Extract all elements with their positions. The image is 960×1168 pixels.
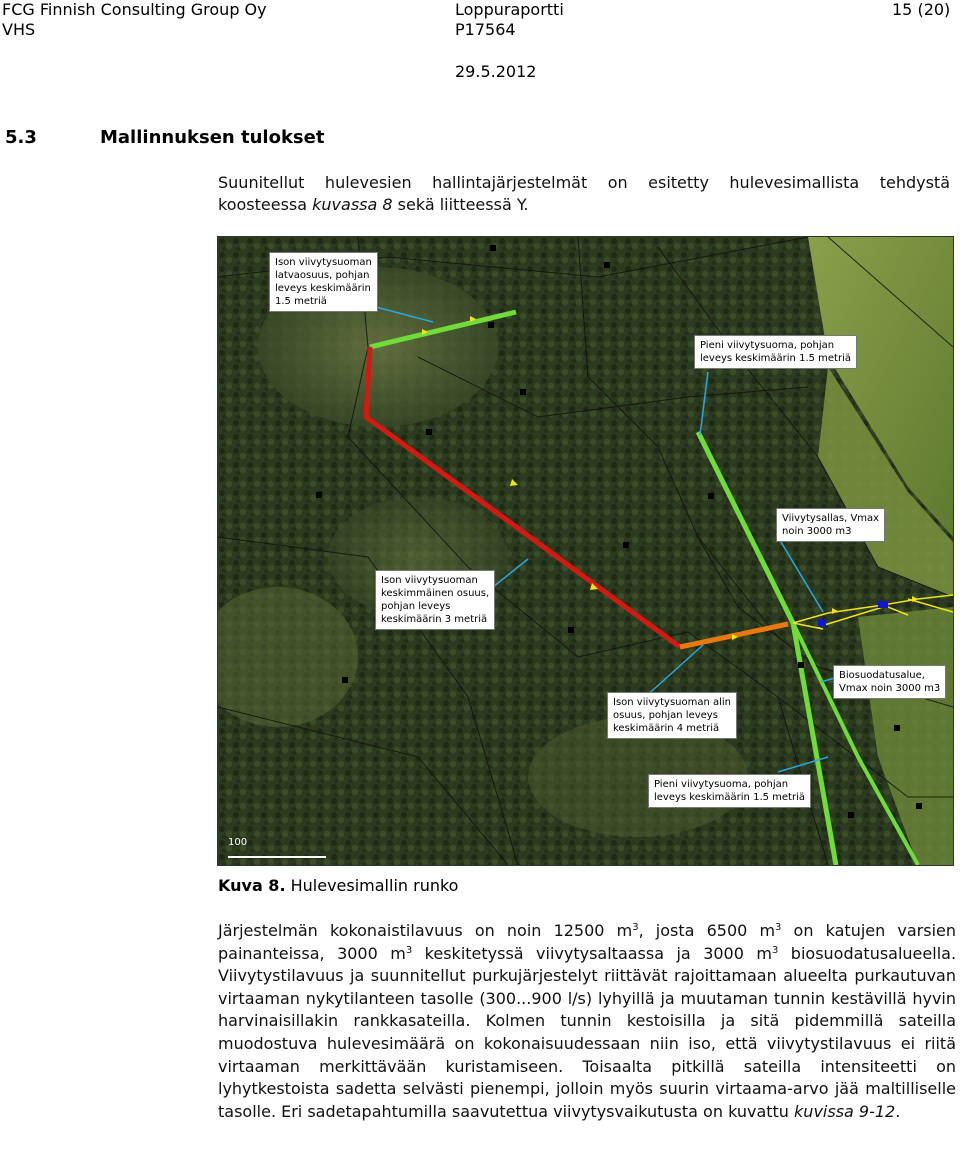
document-date: 29.5.2012 — [455, 62, 537, 81]
body-paragraph — [218, 920, 956, 1123]
intro-text-end: sekä liitteessä Y. — [392, 195, 529, 214]
superscript: 3 — [771, 944, 779, 956]
callout-biofilter: Biosuodatusalue, Vmax noin 3000 m3 — [833, 665, 946, 699]
intro-text: Suunitellut hulevesien hallintajärjestelmät on esitetty hulevesimallista tehdystä koosteessa — [218, 173, 950, 214]
body-text: Järjestelmän kokonaistilavuus on noin 12500 m — [218, 921, 633, 940]
callout-small-channel-south: Pieni viivytysuoma, pohjan leveys keskimäärin 1.5 metriä — [648, 774, 811, 808]
header-left — [2, 0, 267, 40]
section-number: 5.3 — [5, 127, 37, 148]
aerial-map-figure — [217, 236, 954, 866]
header-right — [892, 0, 950, 20]
retention-basin-marker — [818, 619, 826, 627]
client-name: VHS — [2, 20, 36, 39]
header-middle — [455, 0, 564, 40]
page-number: 15 (20) — [892, 0, 951, 19]
callout-small-channel-north: Pieni viivytysuoma, pohjan leveys keskimäärin 1.5 metriä — [694, 335, 857, 369]
figure-reference: kuvissa 9-12 — [794, 1101, 896, 1121]
figure-caption — [218, 876, 458, 895]
callout-lower-channel: Ison viivytysuoman alin osuus, pohjan leveys keskimäärin 4 metriä — [607, 692, 737, 739]
body-text: biosuodatusalueella. Viivytystilavuus ja suunnitellut purkujärjestelyt riittävät rajoittamaan alueelta purkautuvan virtaaman nykytilanteen tasolle (300...900 l/s) lyhyillä ja muutaman tunnin kestävillä hyvin harvinaisillakin rankkasateilla. Kolmen tunnin kestoisilla ja sitä pidemmillä sateilla muodostuva hulevesimäärä on kokonaisuudessaan niin iso, että viivytystilavuus ei riitä virtaaman merkittävään kuristamiseen. Toisaalta pitkillä sateilla intensiteetti on lyhytkestoista sadetta selvästi pienempi, jolloin myös suurin virtaama-arvo jää maltilliselle tasolle. Eri sadetapahtumilla saavutettua viivytysvaikutusta on kuvattu — [218, 943, 957, 1121]
callout-upper-channel: Ison viivytysuoman latvaosuus, pohjan leveys keskimäärin 1.5 metriä — [269, 252, 378, 312]
biofilter-marker — [878, 601, 888, 608]
superscript: 3 — [632, 922, 639, 933]
callout-retention-basin: Viivytysallas, Vmax noin 3000 m3 — [776, 508, 885, 542]
caption-text: Hulevesimallin runko — [285, 876, 459, 895]
body-text: keskitetyssä viivytysaltaassa ja 3000 m — [412, 943, 772, 963]
scale-label: 100 — [228, 837, 248, 848]
superscript: 3 — [405, 944, 413, 956]
body-text: on katujen varsien painanteissa, 3000 m — [218, 921, 957, 963]
project-number: P17564 — [455, 20, 516, 39]
body-text: , josta 6500 m — [638, 921, 776, 940]
document-type: Loppuraportti — [455, 0, 564, 19]
section-title: Mallinnuksen tulokset — [100, 127, 325, 148]
superscript: 3 — [775, 922, 782, 933]
company-name: FCG Finnish Consulting Group Oy — [2, 0, 267, 19]
body-text-end: . — [895, 1101, 901, 1121]
intro-figure-ref: kuvassa 8 — [312, 195, 393, 214]
caption-label: Kuva 8. — [218, 876, 286, 895]
callout-middle-channel: Ison viivytysuoman keskimmäinen osuus, pohjan leveys keskimäärin 3 metriä — [375, 570, 495, 630]
map-canvas — [218, 237, 953, 865]
intro-paragraph — [218, 172, 950, 216]
